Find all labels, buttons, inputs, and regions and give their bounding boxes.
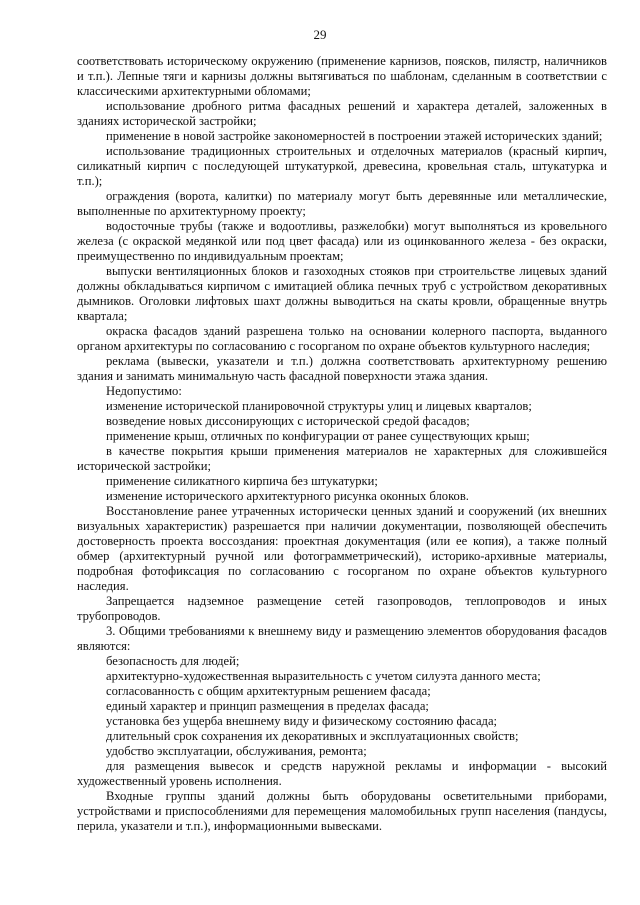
paragraph-23: единый характер и принцип размещения в пределах фасада; <box>106 699 429 713</box>
paragraph-27: для размещения вывесок и средств наружной рекламы и информации - высокий художественный уровень исполнения. <box>77 759 607 788</box>
document-body <box>77 54 607 834</box>
paragraph-24: установка без ущерба внешнему виду и физическому состоянию фасада; <box>106 714 498 728</box>
paragraph-15: применение силикатного кирпича без штукатурки; <box>106 474 378 488</box>
paragraph-21: архитектурно-художественная выразительность с учетом силуэта данного места; <box>106 669 541 683</box>
paragraph-4: использование традиционных строительных и отделочных материалов (красный кирпич, силикатный кирпич с последующей штукатуркой, древесина, кровельная сталь, штукатурка и т.п.); <box>77 144 607 188</box>
paragraph-22: согласованность с общим архитектурным решением фасада; <box>106 684 431 698</box>
paragraph-12: возведение новых диссонирующих с исторической средой фасадов; <box>106 414 470 428</box>
paragraph-10: Недопустимо: <box>106 384 182 398</box>
paragraph-8: окраска фасадов зданий разрешена только на основании колерного паспорта, выданного органом архитектуры по согласованию с госорганом по охране объектов культурного наследия; <box>77 324 607 353</box>
paragraph-9: реклама (вывески, указатели и т.п.) должна соответствовать архитектурному решению здания и занимать минимальную часть фасадной поверхности этажа здания. <box>77 354 607 383</box>
paragraph-18: Запрещается надземное размещение сетей газопроводов, теплопроводов и иных трубопроводов. <box>77 594 607 623</box>
paragraph-7: выпуски вентиляционных блоков и газоходных стояков при строительстве лицевых зданий должны обкладываться кирпичом с имитацией облика печных труб с устройством декоративных дымников. Оголовки лифтовых шахт должны выводиться на скаты кровли, обращенные внутрь квартала; <box>77 264 607 323</box>
paragraph-3: применение в новой застройке закономерностей в построении этажей исторических зданий; <box>106 129 603 143</box>
paragraph-14: в качестве покрытия крыши применения материалов не характерных для сложившейся исторической застройки; <box>77 444 607 473</box>
paragraph-13: применение крыш, отличных по конфигурации от ранее существующих крыш; <box>106 429 530 443</box>
paragraph-2: использование дробного ритма фасадных решений и характера деталей, заложенных в зданиях исторической застройки; <box>77 99 607 128</box>
paragraph-26: удобство эксплуатации, обслуживания, ремонта; <box>106 744 367 758</box>
paragraph-5: ограждения (ворота, калитки) по материалу могут быть деревянные или металлические, выполненные по архитектурному проекту; <box>77 189 607 218</box>
paragraph-11: изменение исторической планировочной структуры улиц и лицевых кварталов; <box>106 399 532 413</box>
paragraph-1: соответствовать историческому окружению (применение карнизов, поясков, пилястр, наличников и т.п.). Лепные тяги и карнизы должны вытягиваться по шаблонам, сделанным в соответствии с классическими архитектурными обломами; <box>77 54 607 98</box>
paragraph-25: длительный срок сохранения их декоративных и эксплуатационных свойств; <box>106 729 519 743</box>
paragraph-20: безопасность для людей; <box>106 654 240 668</box>
paragraph-28: Входные группы зданий должны быть оборудованы осветительными приборами, устройствами и приспособлениями для перемещения маломобильных групп населения (пандусы, перила, указатели и т.п.), информационными вывесками. <box>77 789 607 833</box>
paragraph-17: Восстановление ранее утраченных исторически ценных зданий и сооружений (их внешних визуальных характеристик) разрешается при наличии документации, позволяющей обеспечить достоверность проекта воссоздания: проектная документация (или ее копия), а также полный обмер (архитектурный ручной или фотограмметрический), историко-архивные материалы, подробная фотофиксация по согласованию с госорганом по охране объектов культурного наследия. <box>77 504 607 593</box>
paragraph-6: водосточные трубы (также и водоотливы, разжелобки) могут выполняться из кровельного железа (с окраской медянкой или под цвет фасада) или из оцинкованного железа - без окраски, преимущественно по индивидуальным проектам; <box>77 219 607 263</box>
page-number: 29 <box>313 27 327 42</box>
paragraph-19: 3. Общими требованиями к внешнему виду и размещению элементов оборудования фасадов являются: <box>77 624 607 653</box>
paragraph-16: изменение исторического архитектурного рисунка оконных блоков. <box>106 489 469 503</box>
